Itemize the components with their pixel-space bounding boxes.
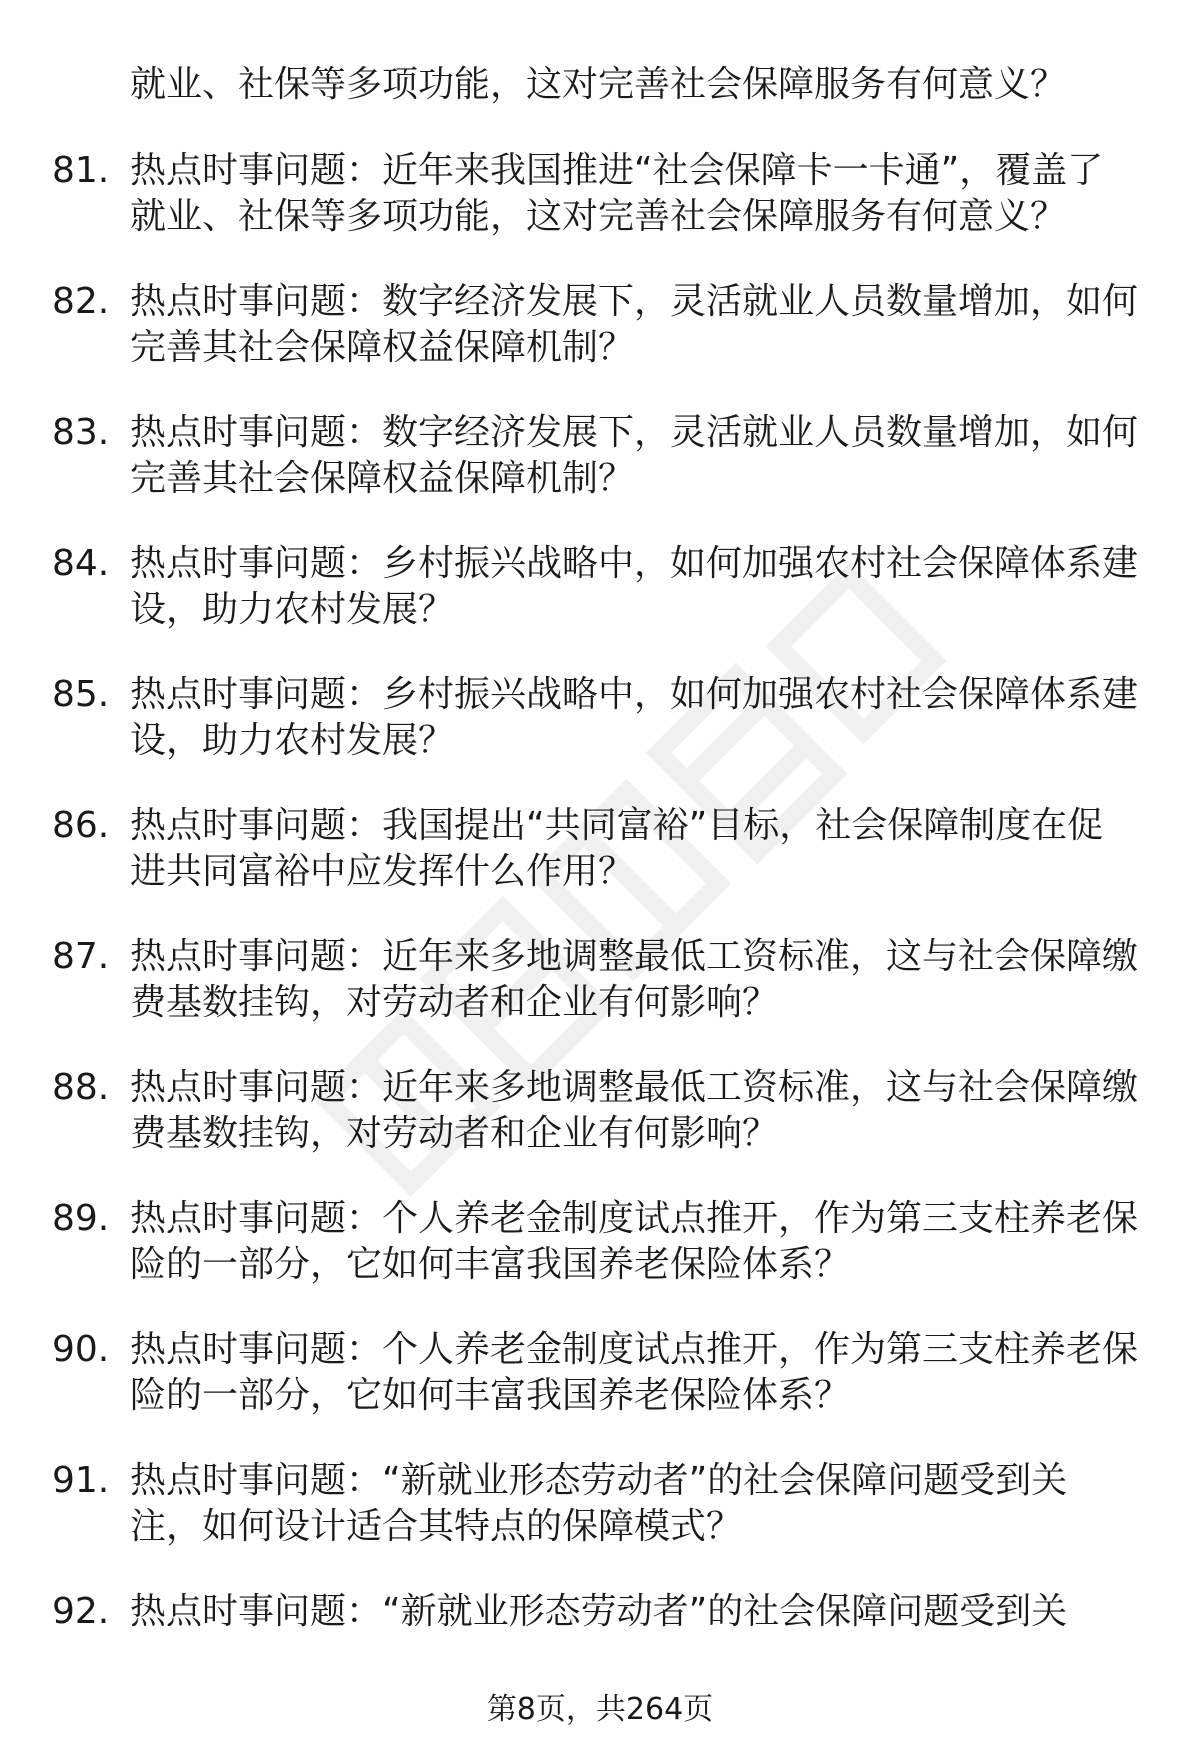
question-number: 86. xyxy=(52,805,110,846)
question-text xyxy=(130,934,1139,1026)
question-text-line: 热点时事问题：个人养老金制度试点推开，作为第三支柱养老保 xyxy=(130,1198,1139,1239)
question-text-line: 热点时事问题：近年来多地调整最低工资标准，这与社会保障缴 xyxy=(130,936,1139,977)
question-number: 87. xyxy=(52,936,110,977)
question-text-line: 热点时事问题：“新就业形态劳动者”的社会保障问题受到关 xyxy=(130,1591,1068,1632)
question-text-line: 热点时事问题：个人养老金制度试点推开，作为第三支柱养老保 xyxy=(130,1329,1139,1370)
question-text-line: 完善其社会保障权益保障机制？ xyxy=(130,327,635,368)
question-number: 89. xyxy=(52,1198,110,1239)
question-text-line: 设，助力农村发展？ xyxy=(130,720,455,761)
question-text-line: 就业、社保等多项功能，这对完善社会保障服务有何意义？ xyxy=(130,196,1067,237)
question-text-line: 险的一部分，它如何丰富我国养老保险体系？ xyxy=(130,1244,851,1285)
question-number: 84. xyxy=(52,543,110,584)
question-number: 81. xyxy=(52,150,110,191)
question-item xyxy=(52,541,1152,672)
question-text xyxy=(130,1196,1139,1288)
question-item xyxy=(52,1065,1152,1196)
question-item xyxy=(52,934,1152,1065)
question-number: 85. xyxy=(52,674,110,715)
question-text-line: 注，如何设计适合其特点的保障模式？ xyxy=(130,1506,743,1547)
question-text-line: 费基数挂钩，对劳动者和企业有何影响？ xyxy=(130,982,779,1023)
question-text xyxy=(130,1589,1135,1635)
question-text-line: 热点时事问题：我国提出“共同富裕”目标，社会保障制度在促 xyxy=(130,805,1104,846)
question-item xyxy=(52,1458,1152,1589)
question-text xyxy=(130,672,1139,764)
question-text-line: 热点时事问题：“新就业形态劳动者”的社会保障问题受到关 xyxy=(130,1460,1068,1501)
question-text xyxy=(130,1458,1135,1550)
question-text-line: 热点时事问题：近年来我国推进“社会保障卡一卡通”，覆盖了 xyxy=(130,150,1104,191)
question-item xyxy=(52,1196,1152,1327)
question-item xyxy=(52,1327,1152,1458)
question-text xyxy=(130,541,1139,633)
question-item xyxy=(52,672,1152,803)
page-footer: 第8页，共264页 xyxy=(486,1692,714,1727)
question-text-line: 险的一部分，它如何丰富我国养老保险体系？ xyxy=(130,1375,851,1416)
question-text-line: 热点时事问题：乡村振兴战略中，如何加强农村社会保障体系建 xyxy=(130,543,1139,584)
question-text xyxy=(130,279,1139,371)
question-number: 82. xyxy=(52,281,110,322)
question-text-line: 热点时事问题：数字经济发展下，灵活就业人员数量增加，如何 xyxy=(130,281,1139,322)
question-text xyxy=(130,1327,1139,1419)
question-text xyxy=(130,410,1139,502)
question-number: 92. xyxy=(52,1591,110,1632)
question-text-line: 设，助力农村发展？ xyxy=(130,589,455,630)
question-text-line: 进共同富裕中应发挥什么作用？ xyxy=(130,851,635,892)
question-text xyxy=(130,803,1135,895)
question-text-line: 费基数挂钩，对劳动者和企业有何影响？ xyxy=(130,1113,779,1154)
question-text-line: 热点时事问题：近年来多地调整最低工资标准，这与社会保障缴 xyxy=(130,1067,1139,1108)
question-text-line: 热点时事问题：数字经济发展下，灵活就业人员数量增加，如何 xyxy=(130,412,1139,453)
question-number: 88. xyxy=(52,1067,110,1108)
question-item xyxy=(52,410,1152,541)
question-number: 91. xyxy=(52,1460,110,1501)
question-list xyxy=(52,148,1152,1720)
question-text-line: 热点时事问题：乡村振兴战略中，如何加强农村社会保障体系建 xyxy=(130,674,1139,715)
question-item xyxy=(52,803,1152,934)
question-item xyxy=(52,279,1152,410)
question-text-line: 完善其社会保障权益保障机制？ xyxy=(130,458,635,499)
question-text xyxy=(130,148,1135,240)
question-item xyxy=(52,148,1152,279)
question-number: 83. xyxy=(52,412,110,453)
continuation-line: 就业、社保等多项功能，这对完善社会保障服务有何意义？ xyxy=(130,64,1067,105)
question-text xyxy=(130,1065,1139,1157)
question-number: 90. xyxy=(52,1329,110,1370)
